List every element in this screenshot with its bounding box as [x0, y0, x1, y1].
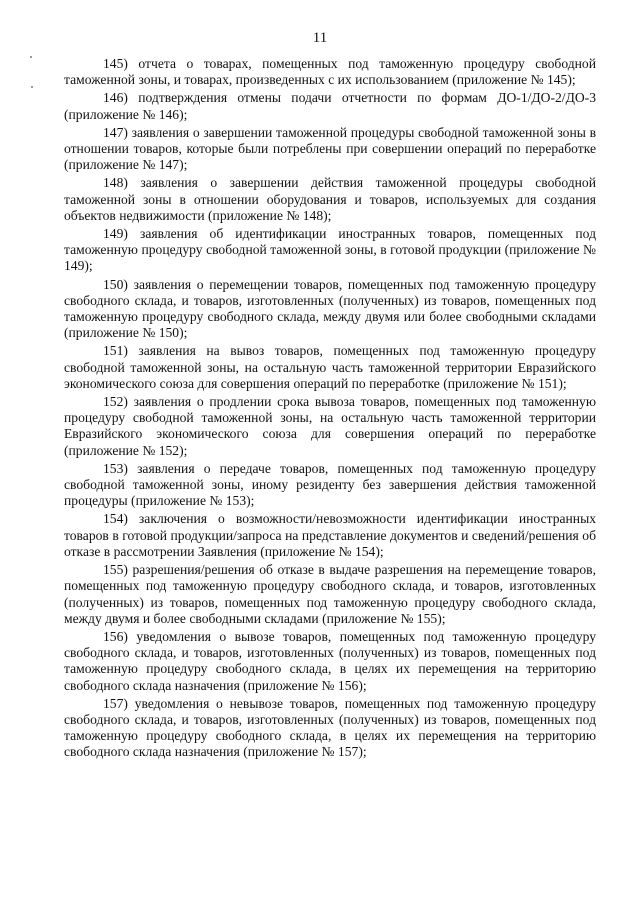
scan-speck [31, 86, 33, 88]
list-item-154: 154) заключения о возможности/невозможности идентификации иностранных товаров в готовой продукции/запроса на представление документов и сведений/решения об отказе в рассмотрении Заявления (приложение № 154); [64, 511, 596, 559]
list-item-149: 149) заявления об идентификации иностранных товаров, помещенных под таможенную процедуру свободной таможенной зоны, в готовой продукции (приложение № 149); [64, 226, 596, 274]
list-item-151: 151) заявления на вывоз товаров, помещенных под таможенную процедуру свободной таможенной зоны, на остальную часть таможенной территории Евразийского экономического союза для совершения операций по переработке (приложение № 151); [64, 343, 596, 391]
list-item-150: 150) заявления о перемещении товаров, помещенных под таможенную процедуру свободного склада, и товаров, изготовленных (полученных) из товаров, помещенных под таможенную процедуру свободного склада, между двумя или более свободными складами (приложение № 150); [64, 276, 596, 341]
page-number: 11 [312, 30, 328, 46]
list-item-153: 153) заявления о передаче товаров, помещенных под таможенную процедуру свободной таможенной зоны, иному резиденту без завершения действия таможенной процедуры (приложение № 153); [64, 460, 596, 509]
list-item-157: 157) уведомления о невывозе товаров, помещенных под таможенную процедуру свободного склада, и товаров, изготовленных (полученных) из товаров, помещенных под таможенную процедуру свободного склада, в целях их перемещения на территорию свободного склада назначения (приложение № 157); [64, 695, 596, 760]
scan-speck [30, 56, 32, 58]
list-item-155: 155) разрешения/решения об отказе в выдаче разрешения на перемещение товаров, помещенных под таможенную процедуру свободного склада, и товаров, изготовленных (полученных) из товаров, помещенных под таможенную процедуру свободного склада, между двумя и более свободными складами (приложение № 155); [64, 562, 596, 626]
list-item-152: 152) заявления о продлении срока вывоза товаров, помещенных под таможенную процедуру свободной таможенной зоны, на остальную часть таможенной территории Евразийского экономического союза для совершения операций по переработке (приложение № 152); [64, 394, 596, 458]
list-item-145: 145) отчета о товарах, помещенных под таможенную процедуру свободной таможенной зоны, и товарах, произведенных с их использованием (приложение № 145); [64, 56, 596, 88]
list-item-146: 146) подтверждения отмены подачи отчетности по формам ДО-1/ДО-2/ДО-3 (приложение № 146); [64, 90, 596, 122]
list-item-147: 147) заявления о завершении таможенной процедуры свободной таможенной зоны в отношении товаров, которые были потреблены при совершении операций по переработке (приложение № 147); [64, 124, 596, 173]
document-body [64, 56, 596, 763]
list-item-148: 148) заявления о завершении действия таможенной процедуры свободной таможенной зоны в отношении оборудования и товаров, используемых для создания объектов недвижимости (приложение № 148); [64, 175, 596, 223]
list-item-156: 156) уведомления о вывозе товаров, помещенных под таможенную процедуру свободного склада, и товаров, изготовленных (полученных) из товаров, помещенных под таможенную процедуру свободного склада, в целях их перемещения на территорию свободного склада назначения (приложение № 156); [64, 628, 596, 693]
